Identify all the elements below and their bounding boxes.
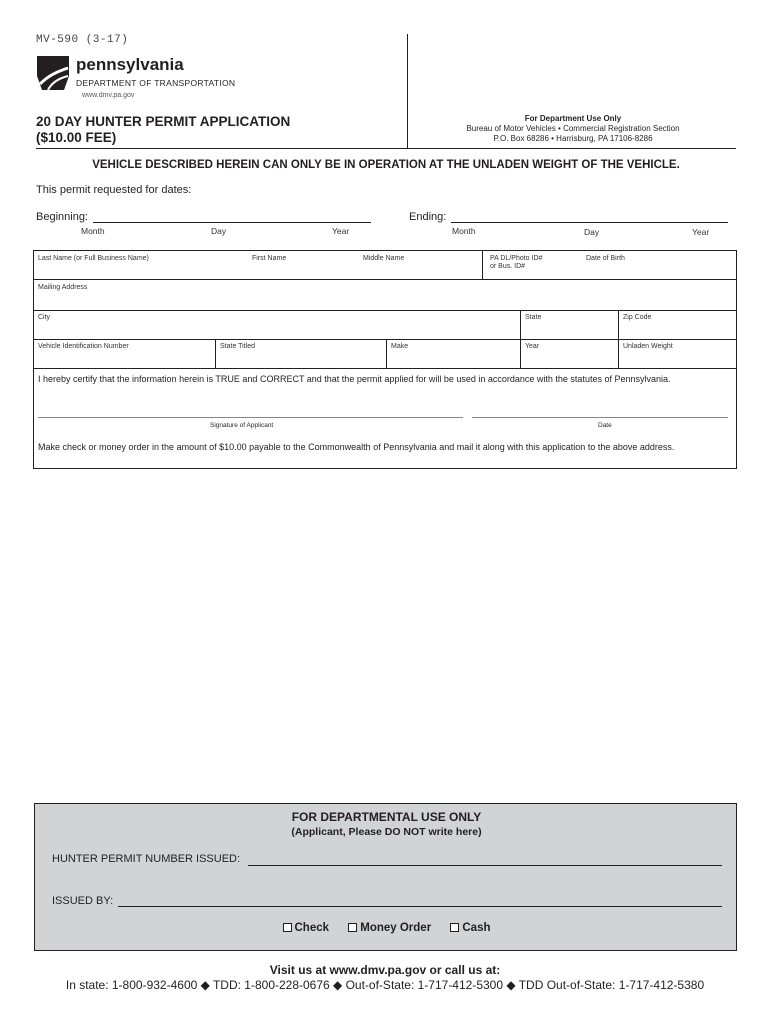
unladen-weight-label: Unladen Weight — [623, 343, 673, 350]
zip-code-label: Zip Code — [623, 314, 652, 321]
dob-label: Date of Birth — [586, 255, 625, 262]
ending-year-label: Year — [692, 227, 710, 237]
form-number: MV-590 (3-17) — [36, 34, 129, 46]
year-label: Year — [525, 343, 540, 350]
department-address-line2: P.O. Box 68286 • Harrisburg, PA 17106-8286 — [493, 134, 653, 143]
state-label: State — [525, 314, 542, 321]
issued-by-label: ISSUED BY: — [52, 895, 114, 907]
cell-divider — [482, 251, 483, 279]
name-row — [34, 251, 736, 280]
keystone-logo-icon — [34, 54, 72, 92]
application-grid — [33, 250, 737, 469]
mailing-address-row[interactable] — [34, 280, 736, 311]
cell-divider — [618, 311, 619, 339]
cell-divider — [386, 340, 387, 368]
cell-divider — [520, 311, 521, 339]
middle-name-label: Middle Name — [363, 255, 405, 262]
signature-label: Signature of Applicant — [210, 422, 274, 429]
ending-label: Ending: — [409, 211, 447, 223]
mailing-address-label: Mailing Address — [38, 284, 88, 291]
issued-by-field[interactable] — [118, 906, 722, 907]
first-name-label: First Name — [252, 255, 287, 262]
money-order-label: Money Order — [360, 922, 432, 934]
city-label: City — [38, 314, 51, 321]
footer-contacts: In state: 1-800-932-4600 ◆ TDD: 1-800-228-0676 ◆ Out-of-State: 1-717-412-5300 ◆ TDD Out-of-State: 1-717-412-5380 — [65, 978, 705, 992]
cash-label: Cash — [462, 922, 491, 934]
beginning-year-label: Year — [332, 226, 350, 236]
last-name-label: Last Name (or Full Business Name) — [38, 255, 149, 262]
beginning-month-label: Month — [81, 226, 105, 236]
check-option[interactable] — [283, 922, 330, 934]
vehicle-row — [34, 340, 736, 369]
weight-warning: VEHICLE DESCRIBED HEREIN CAN ONLY BE IN OPERATION AT THE UNLADEN WEIGHT OF THE VEHICLE. — [92, 159, 680, 171]
dates-intro: This permit requested for dates: — [36, 184, 192, 196]
departmental-use-box — [34, 803, 737, 951]
ending-month-label: Month — [452, 226, 476, 236]
ending-day-label: Day — [584, 227, 600, 237]
departmental-use-subtitle: (Applicant, Please DO NOT write here) — [291, 826, 482, 838]
checkbox-icon[interactable] — [348, 923, 357, 932]
department-use-title: For Department Use Only — [524, 114, 622, 123]
header-divider-horizontal — [36, 148, 736, 149]
logo-department: DEPARTMENT OF TRANSPORTATION — [76, 78, 236, 88]
checkbox-icon[interactable] — [283, 923, 292, 932]
departmental-use-title: FOR DEPARTMENTAL USE ONLY — [291, 810, 482, 824]
permit-number-label: HUNTER PERMIT NUMBER ISSUED: — [52, 853, 241, 865]
logo-url: www.dmv.pa.gov — [82, 92, 135, 99]
certification-text: I hereby certify that the information herein is TRUE and CORRECT and that the permit applied for will be used in accordance with the statutes of Pennsylvania. — [38, 374, 671, 384]
logo-name: pennsylvania — [76, 55, 184, 74]
checkbox-icon[interactable] — [450, 923, 459, 932]
form-title: 20 DAY HUNTER PERMIT APPLICATION — [36, 114, 291, 129]
make-label: Make — [391, 343, 409, 350]
money-order-option[interactable] — [348, 922, 431, 934]
cell-divider — [618, 340, 619, 368]
beginning-label: Beginning: — [36, 211, 88, 223]
date-field[interactable] — [472, 417, 728, 418]
signature-field[interactable] — [38, 417, 463, 418]
cell-divider — [215, 340, 216, 368]
footer-visit: Visit us at www.dmv.pa.gov or call us at: — [269, 963, 501, 977]
cell-divider — [520, 340, 521, 368]
header-divider-vertical — [407, 34, 408, 148]
vin-label: Vehicle Identification Number — [38, 343, 129, 350]
check-label: Check — [294, 922, 330, 934]
city-row — [34, 311, 736, 340]
department-use-header — [410, 114, 736, 143]
penndot-logo — [34, 54, 244, 98]
state-titled-label: State Titled — [220, 343, 256, 350]
date-label: Date — [598, 422, 612, 429]
bus-id-label: or Bus. ID# — [490, 263, 526, 270]
beginning-day-label: Day — [211, 226, 227, 236]
department-address-line1: Bureau of Motor Vehicles • Commercial Registration Section — [466, 124, 680, 133]
payment-instructions: Make check or money order in the amount of $10.00 payable to the Commonwealth of Pennsylvania and mail it along with this application to the above address. — [38, 442, 675, 452]
payment-options — [35, 922, 738, 934]
cash-option[interactable] — [450, 922, 490, 934]
pa-dl-label: PA DL/Photo ID# — [490, 255, 543, 262]
beginning-date-field[interactable] — [93, 222, 371, 223]
permit-number-field[interactable] — [248, 865, 722, 866]
form-fee: ($10.00 FEE) — [36, 130, 117, 145]
ending-date-field[interactable] — [451, 222, 728, 223]
